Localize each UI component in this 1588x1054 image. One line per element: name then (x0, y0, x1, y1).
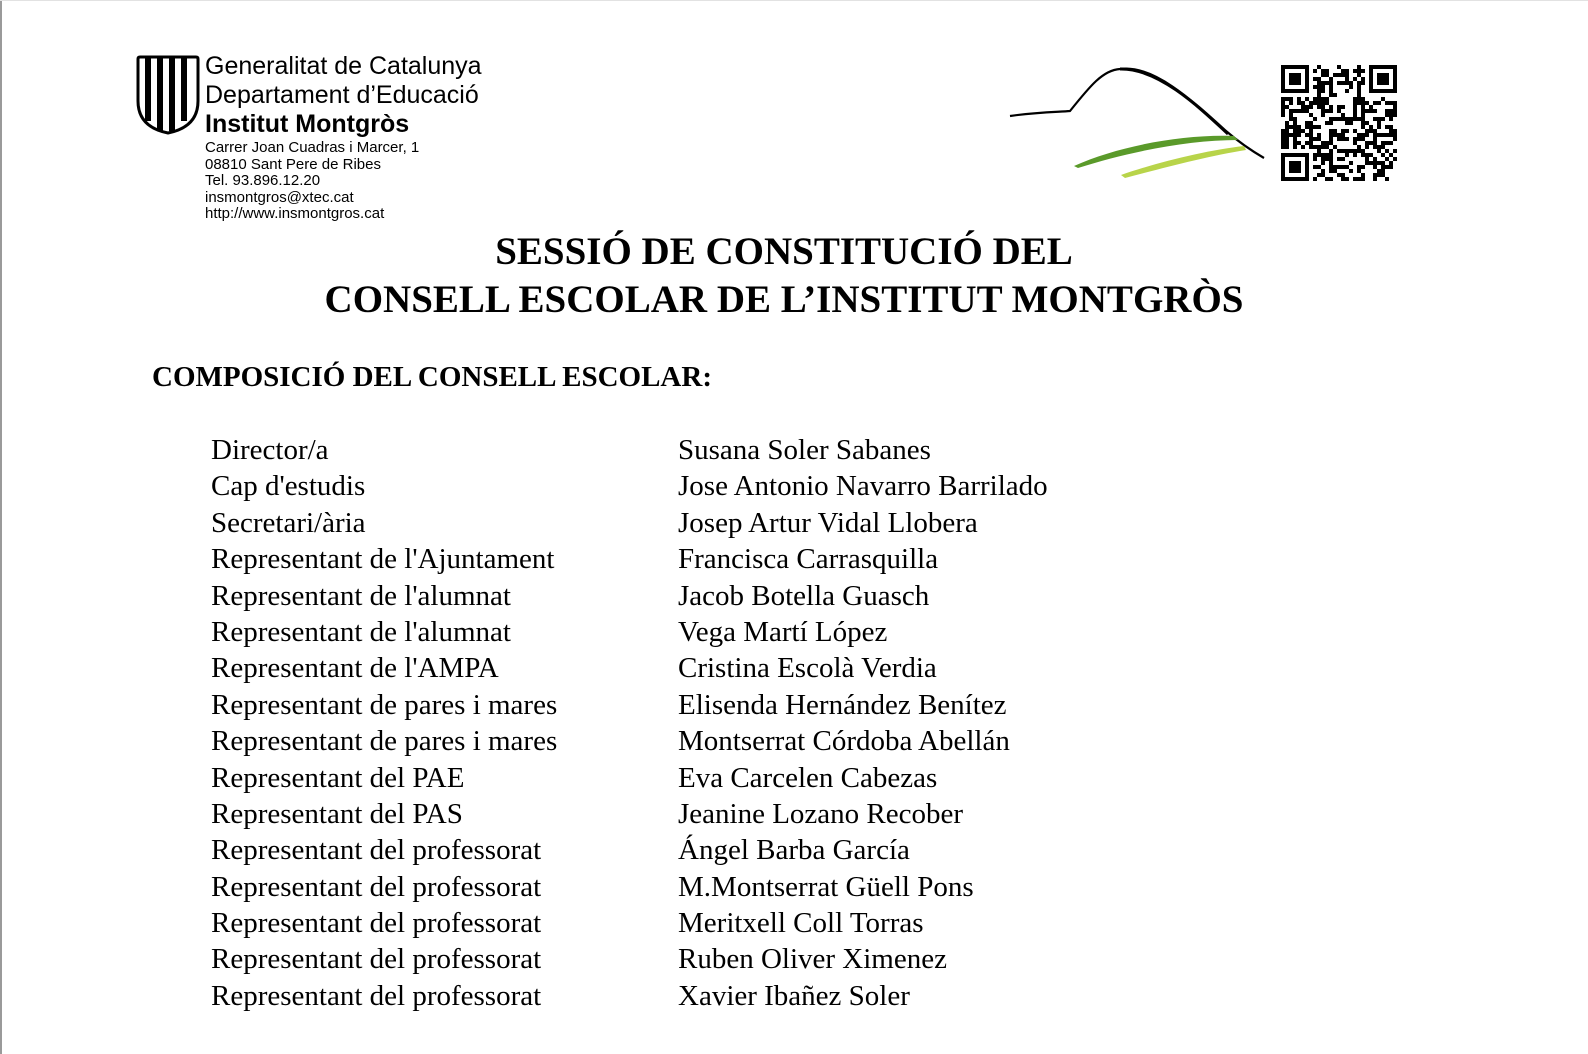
document-title (0, 228, 1568, 324)
member-role: Representant de l'Ajuntament (211, 543, 555, 576)
member-role: Representant del professorat (211, 870, 542, 903)
member-name: Susana Soler Sabanes (678, 434, 931, 466)
title-line-1: SESSIÓ DE CONSTITUCIÓ DEL (495, 230, 1073, 273)
member-role: Representant del professorat (211, 907, 542, 940)
header-department: Departament d’Educació (205, 81, 479, 109)
member-role: Representant del PAS (211, 797, 463, 830)
page-left-edge (0, 0, 2, 1054)
member-name: Jose Antonio Navarro Barrilado (678, 470, 1048, 503)
member-name: Ruben Oliver Ximenez (678, 943, 947, 976)
member-name: Cristina Escolà Verdia (678, 652, 937, 685)
member-name: Jacob Botella Guasch (678, 579, 930, 612)
member-name: Montserrat Córdoba Abellán (678, 725, 1010, 758)
member-role: Secretari/ària (211, 506, 366, 539)
member-name: Meritxell Coll Torras (678, 907, 924, 940)
member-role: Representant de l'AMPA (211, 652, 499, 685)
title-line-2: CONSELL ESCOLAR DE L’INSTITUT MONTGRÒS (324, 278, 1244, 321)
page-top-edge (0, 0, 1588, 1)
generalitat-logo-icon (136, 55, 200, 135)
member-name: Eva Carcelen Cabezas (678, 761, 938, 794)
address-street: Carrer Joan Cuadras i Marcer, 1 (205, 139, 420, 156)
address-phone: Tel. 93.896.12.20 (205, 172, 321, 189)
member-name: Vega Martí López (678, 615, 888, 648)
address-website: http://www.insmontgros.cat (205, 205, 385, 222)
member-role: Representant de pares i mares (211, 688, 558, 721)
institution-header (205, 52, 482, 223)
member-role: Director/a (211, 434, 329, 466)
member-name: M.Montserrat Güell Pons (678, 870, 974, 903)
member-name: Francisca Carrasquilla (678, 543, 939, 576)
institut-montgros-logo-icon (1008, 66, 1268, 180)
header-institution: Institut Montgròs (205, 110, 410, 138)
member-role: Representant de l'alumnat (211, 615, 511, 648)
member-role: Cap d'estudis (211, 470, 366, 503)
section-heading: COMPOSICIÓ DEL CONSELL ESCOLAR: (152, 361, 712, 393)
institution-address (205, 140, 482, 223)
address-city: 08810 Sant Pere de Ribes (205, 155, 381, 173)
member-role: Representant de l'alumnat (211, 579, 511, 612)
qr-code-icon (1281, 65, 1397, 181)
address-email: insmontgros@xtec.cat (205, 188, 354, 206)
member-role: Representant de pares i mares (211, 725, 558, 758)
member-name: Xavier Ibañez Soler (678, 979, 910, 1012)
member-role: Representant del professorat (211, 834, 542, 867)
member-name: Ángel Barba García (678, 834, 910, 867)
member-name: Elisenda Hernández Benítez (678, 688, 1007, 721)
member-role: Representant del professorat (211, 943, 542, 976)
member-name: Josep Artur Vidal Llobera (678, 506, 978, 539)
member-name: Jeanine Lozano Recober (678, 797, 964, 830)
member-role: Representant del professorat (211, 979, 542, 1012)
member-role: Representant del PAE (211, 761, 465, 794)
header-generalitat: Generalitat de Catalunya (205, 52, 482, 80)
